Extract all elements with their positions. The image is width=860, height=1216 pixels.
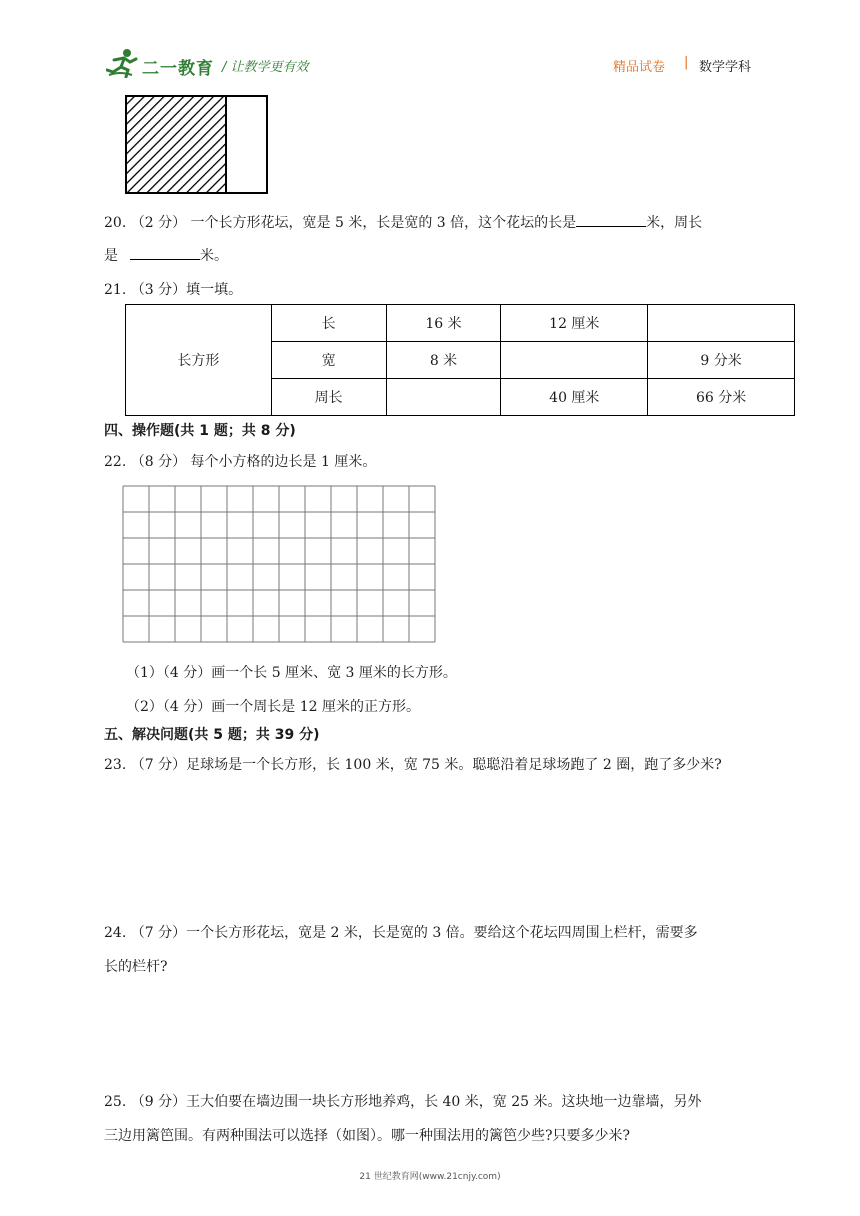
table-cell: 9 分米 bbox=[648, 342, 795, 379]
table-cell: 周长 bbox=[271, 379, 386, 416]
fill-in-table bbox=[125, 304, 795, 416]
q20-blank-length[interactable] bbox=[576, 212, 646, 227]
table-cell: 8 米 bbox=[386, 342, 501, 379]
question-20-line2 bbox=[104, 245, 228, 265]
question-25-line1: 25. （9 分）王大伯要在墙边围一块长方形地养鸡，长 40 米，宽 25 米。这块地一边靠墙，另外 bbox=[104, 1094, 702, 1110]
table-cell: 宽 bbox=[271, 342, 386, 379]
table-cell: 40 厘米 bbox=[501, 379, 648, 416]
section-4-title: 四、操作题(共 1 题；共 8 分) bbox=[104, 423, 296, 439]
slogan: / 让教学更有效 bbox=[222, 60, 309, 75]
header-separator: | bbox=[684, 55, 689, 70]
square-grid[interactable] bbox=[122, 485, 438, 649]
question-25-line2: 三边用篱笆围。有两种围法可以选择（如图）。哪一种围法用的篱笆少些?只要多少米? bbox=[104, 1128, 631, 1144]
question-24-line2: 长的栏杆? bbox=[104, 959, 168, 975]
header-label: 精品试卷 bbox=[613, 60, 666, 75]
table-cell: 16 米 bbox=[386, 305, 501, 342]
q20-text-b: 米，周长 bbox=[646, 215, 703, 231]
question-20-line1 bbox=[104, 212, 702, 232]
page-footer: 21 世纪教育网(www.21cnjy.com) bbox=[359, 1172, 501, 1182]
table-cell-blank[interactable] bbox=[648, 305, 795, 342]
q20-text-d: 米。 bbox=[200, 248, 228, 264]
header-subject: 数学学科 bbox=[699, 60, 752, 75]
hatched-rectangle-figure bbox=[125, 95, 270, 199]
q20-blank-perimeter[interactable] bbox=[130, 245, 200, 260]
table-cell: 66 分米 bbox=[648, 379, 795, 416]
question-21-title: 21. （3 分）填一填。 bbox=[104, 282, 243, 298]
question-22-sub2: （2）（4 分）画一个周长是 12 厘米的正方形。 bbox=[126, 699, 420, 715]
table-cell-blank[interactable] bbox=[501, 342, 648, 379]
table-row-header: 长方形 bbox=[126, 305, 272, 416]
table-cell: 12 厘米 bbox=[501, 305, 648, 342]
question-22-title: 22. （8 分） 每个小方格的边长是 1 厘米。 bbox=[104, 454, 377, 470]
answer-area-23[interactable] bbox=[104, 780, 764, 910]
question-22-sub1: （1）（4 分）画一个长 5 厘米、宽 3 厘米的长方形。 bbox=[126, 665, 457, 681]
logo-runner-icon bbox=[106, 48, 140, 78]
q20-text-a: 20. （2 分） 一个长方形花坛，宽是 5 米，长是宽的 3 倍，这个花坛的长是 bbox=[104, 215, 577, 231]
question-23: 23. （7 分）足球场是一个长方形，长 100 米，宽 75 米。聪聪沿着足球场跑了 2 圈，跑了多少米? bbox=[104, 757, 722, 773]
table-cell-blank[interactable] bbox=[386, 379, 501, 416]
table-row bbox=[126, 305, 795, 342]
question-24-line1: 24. （7 分）一个长方形花坛，宽是 2 米，长是宽的 3 倍。要给这个花坛四周围上栏杆，需要多 bbox=[104, 925, 698, 941]
logo-text: 二一教育 bbox=[142, 59, 214, 79]
q20-text-c: 是 bbox=[104, 248, 118, 264]
table-cell: 长 bbox=[271, 305, 386, 342]
answer-area-24[interactable] bbox=[104, 985, 764, 1085]
section-5-title: 五、解决问题(共 5 题；共 39 分) bbox=[104, 727, 320, 743]
